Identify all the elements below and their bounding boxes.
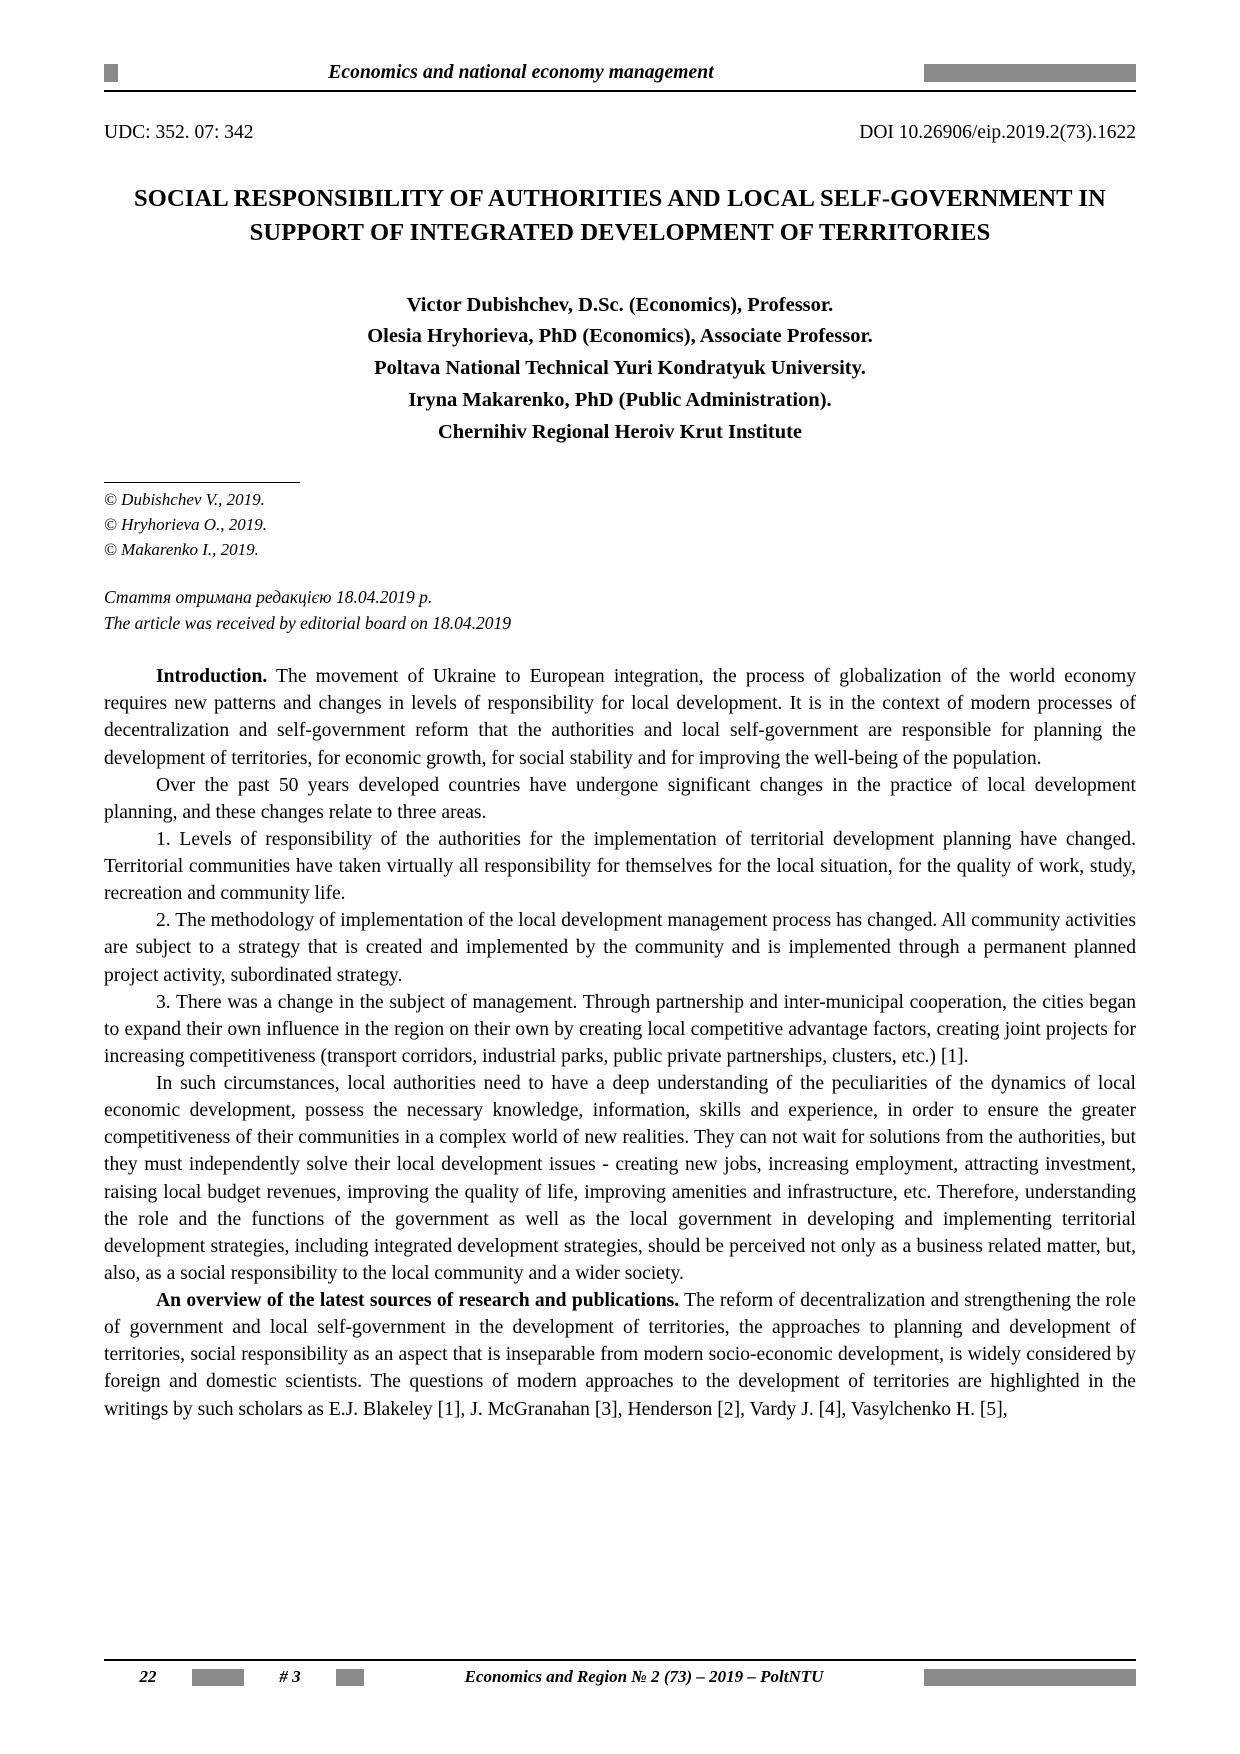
page-title: SOCIAL RESPONSIBILITY OF AUTHORITIES AND LOCAL SELF-GOVERNMENT IN SUPPORT OF INTEGRATED DEVELOPMENT OF TERRITORIES — [133, 185, 1107, 246]
copyright-block — [104, 488, 1136, 563]
copyright-line: © Makarenko I., 2019. — [104, 540, 259, 560]
paragraph — [104, 1287, 1136, 1423]
copyright-line: © Hryhorieva O., 2019. — [104, 515, 268, 535]
affiliation-line: Poltava National Technical Yuri Kondratyuk University. — [374, 357, 866, 380]
footer-block-2 — [336, 1669, 364, 1686]
identifier-line — [104, 122, 1136, 144]
header-rule — [104, 90, 1136, 92]
copyright-line: © Dubishchev V., 2019. — [104, 490, 265, 510]
running-head-title: Economics and national economy management — [328, 62, 714, 83]
affiliation-line: Chernihiv Regional Heroiv Krut Institute — [437, 420, 803, 443]
running-head — [104, 58, 1136, 88]
paragraph — [104, 772, 1136, 826]
article-body — [104, 663, 1136, 1423]
udc-code: UDC: 352. 07: 342 — [104, 122, 254, 143]
received-block — [104, 585, 1136, 637]
footer-block-1 — [192, 1669, 244, 1686]
paragraph-lead: Introduction. — [156, 666, 268, 688]
running-head-right-block — [924, 64, 1136, 82]
author-line: Olesia Hryhorieva, PhD (Economics), Associate Professor. — [367, 325, 873, 348]
running-head-left-block — [104, 64, 118, 82]
page-footer — [104, 1659, 1136, 1690]
received-date-en: The article was received by editorial board on 18.04.2019 — [104, 613, 511, 634]
paragraph — [104, 989, 1136, 1070]
received-date-uk: Стаття отримана редакцією 18.04.2019 р. — [104, 587, 433, 608]
doi-code: DOI 10.26906/eip.2019.2(73).1622 — [859, 122, 1136, 143]
paragraph-text: In such circumstances, local authorities need to have a deep understanding of the peculiarities of the dynamics of local economic development, possess the necessary knowledge, information, skills and experience, in order to ensure the greater competitiveness of their communities in a complex world of new realities. They can not wait for solutions from the authorities, but they must independently solve their local development issues - creating new jobs, increasing employment, attracting investment, raising local budget revenues, improving the quality of life, improving amenities and infrastructure, etc. Therefore, understanding the role and the functions of the government as well as the local government in developing and implementing territorial development strategies, including integrated development strategies, should be perceived not only as a business related matter, but, also, as a social responsibility to the local community and a wider society. — [104, 1073, 1136, 1284]
footer-row — [104, 1664, 1136, 1690]
paragraph-text: The movement of Ukraine to European integration, the process of globalization of the world economy requires new patterns and changes in levels of responsibility for local development. It is in the context of modern processes of decentralization and self-government reform that the authorities and local self-government are responsible for planning the development of territories, for economic growth, for social stability and for improving the well-being of the population. — [104, 666, 1136, 769]
author-block — [104, 290, 1136, 449]
paragraph — [104, 907, 1136, 988]
journal-name: Economics and Region № 2 (73) – 2019 – PoltNTU — [464, 1667, 824, 1686]
paragraph — [104, 826, 1136, 907]
paragraph-lead: An overview of the latest sources of research and publications. — [156, 1290, 680, 1312]
paragraph-text: 1. Levels of responsibility of the authorities for the implementation of territorial development planning have changed. Territorial communities have taken virtually all responsibility for themselves for the local situation, for the quality of work, study, recreation and community life. — [104, 828, 1136, 905]
author-line: Iryna Makarenko, PhD (Public Administration). — [408, 388, 832, 411]
paragraph-text: The reform of decentralization and strengthening the role of government and local self-government in the development of territories, the approaches to planning and development of territories, social responsibility as an aspect that is inseparable from modern socio-economic development, is widely considered by foreign and domestic scientists. The questions of modern approaches to the development of territories are highlighted in the writings by such scholars as E.J. Blakeley [1], J. McGranahan [3], Henderson [2], Vardy J. [4], Vasylchenko H. [5], — [104, 1290, 1136, 1420]
footer-rule — [104, 1659, 1136, 1661]
copyright-rule — [104, 482, 300, 483]
paragraph-text: 3. There was a change in the subject of management. Through partnership and inter-municipal cooperation, the cities began to expand their own influence in the region on their own by creating local competitive advantage factors, creating joint projects for increasing competitiveness (transport corridors, industrial parks, public private partnerships, clusters, etc.) [1]. — [104, 991, 1136, 1067]
footer-block-3 — [924, 1669, 1136, 1686]
page-number: 22 — [139, 1667, 157, 1686]
paragraph-text: Over the past 50 years developed countries have undergone significant changes in the practice of local development planning, and these changes relate to three areas. — [104, 774, 1136, 823]
author-line: Victor Dubishchev, D.Sc. (Economics), Professor. — [406, 293, 834, 316]
paragraph — [104, 1070, 1136, 1287]
issue-label: # 3 — [279, 1667, 301, 1686]
paragraph-text: 2. The methodology of implementation of the local development management process has changed. All community activities are subject to a strategy that is created and implemented by the community and is implemented through a permanent planned project activity, subordinated strategy. — [104, 910, 1136, 986]
paragraph — [104, 663, 1136, 772]
